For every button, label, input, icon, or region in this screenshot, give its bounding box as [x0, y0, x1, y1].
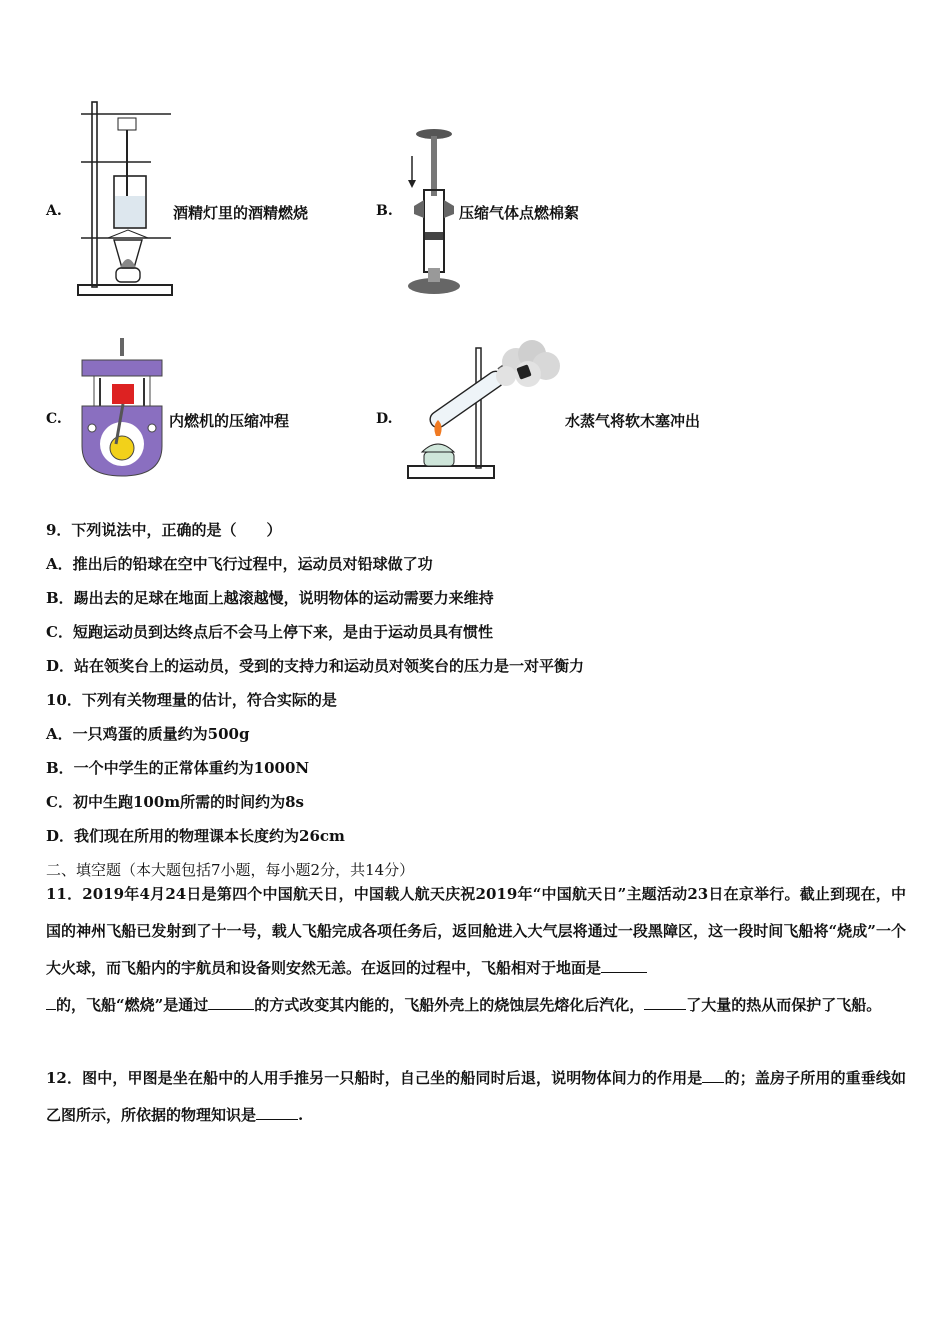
q11-text-2: 的，飞船“燃烧”是通过	[56, 996, 209, 1014]
q11-paragraph	[46, 876, 906, 1024]
q12-blank-1[interactable]	[702, 1068, 724, 1083]
option-b-letter: B.	[376, 203, 393, 219]
q12-text-3: .	[298, 1106, 304, 1124]
q12-text-1: 12．图中，甲图是坐在船中的人用手推另一只船时，自己坐的船同时后退，说明物体间力的作用是	[46, 1069, 703, 1087]
q12-paragraph	[46, 1060, 906, 1134]
option-c-letter: C.	[46, 411, 62, 427]
q10-option-b: B．一个中学生的正常体重约为1000N	[46, 759, 310, 777]
option-d-letter: D.	[376, 411, 393, 427]
q9-option-b: B．踢出去的足球在地面上越滚越慢，说明物体的运动需要力来维持	[46, 589, 494, 607]
q12-text-2: 的；盖房子所用的重垂线如乙图所示，所依据的物理知识是	[46, 1069, 906, 1124]
q12-blank-2[interactable]	[256, 1105, 298, 1120]
figure-engine-cylinder	[76, 336, 168, 481]
q9-option-a: A．推出后的铅球在空中飞行过程中，运动员对铅球做了功	[46, 555, 433, 573]
option-a-letter: A.	[46, 203, 62, 219]
q11-blank-1-cont[interactable]	[46, 995, 56, 1010]
figure-compression-piston	[404, 128, 464, 298]
option-d-caption: 水蒸气将软木塞冲出	[565, 412, 701, 430]
q10-option-a: A．一只鸡蛋的质量约为500g	[46, 725, 250, 743]
figure-test-tube-cork	[406, 340, 566, 484]
q11-text-1: 11．2019年4月24日是第四个中国航天日，中国载人航天庆祝2019年“中国航天日”主题活动23日在京举行。截止到现在，中国的神州飞船已发射到了十一号，载人飞船完成各项任务后，返回舱进入大气层将通过一段黑障区，这一段时间飞船将“烧成”一个大火球，而飞船内的宇航员和设备则安然无恙。在返回的过程中，飞船相对于地面是	[46, 885, 906, 977]
option-a-caption: 酒精灯里的酒精燃烧	[173, 204, 309, 222]
q11-blank-3[interactable]	[644, 995, 686, 1010]
q11-text-3: 的方式改变其内能的，飞船外壳上的烧蚀层先熔化后汽化，	[254, 996, 645, 1014]
section-2-heading: 二、填空题（本大题包括7小题，每小题2分，共14分）	[46, 861, 415, 879]
q11-text-4: 了大量的热从而保护了飞船。	[686, 996, 882, 1014]
option-b-caption: 压缩气体点燃棉絮	[459, 204, 580, 222]
q10-option-c: C．初中生跑100m所需的时间约为8s	[46, 793, 305, 811]
figure-beaker-stand	[76, 100, 176, 300]
q9-option-d: D．站在领奖台上的运动员，受到的支持力和运动员对领奖台的压力是一对平衡力	[46, 657, 585, 675]
q10-stem: 10．下列有关物理量的估计，符合实际的是	[46, 691, 337, 709]
q9-stem: 9．下列说法中，正确的是（ ）	[46, 521, 282, 539]
q11-blank-1[interactable]	[601, 958, 647, 973]
option-c-caption: 内燃机的压缩冲程	[169, 412, 290, 430]
q11-blank-2[interactable]	[208, 995, 254, 1010]
q9-option-c: C．短跑运动员到达终点后不会马上停下来，是由于运动员具有惯性	[46, 623, 493, 641]
q10-option-d: D．我们现在所用的物理课本长度约为26cm	[46, 827, 345, 845]
